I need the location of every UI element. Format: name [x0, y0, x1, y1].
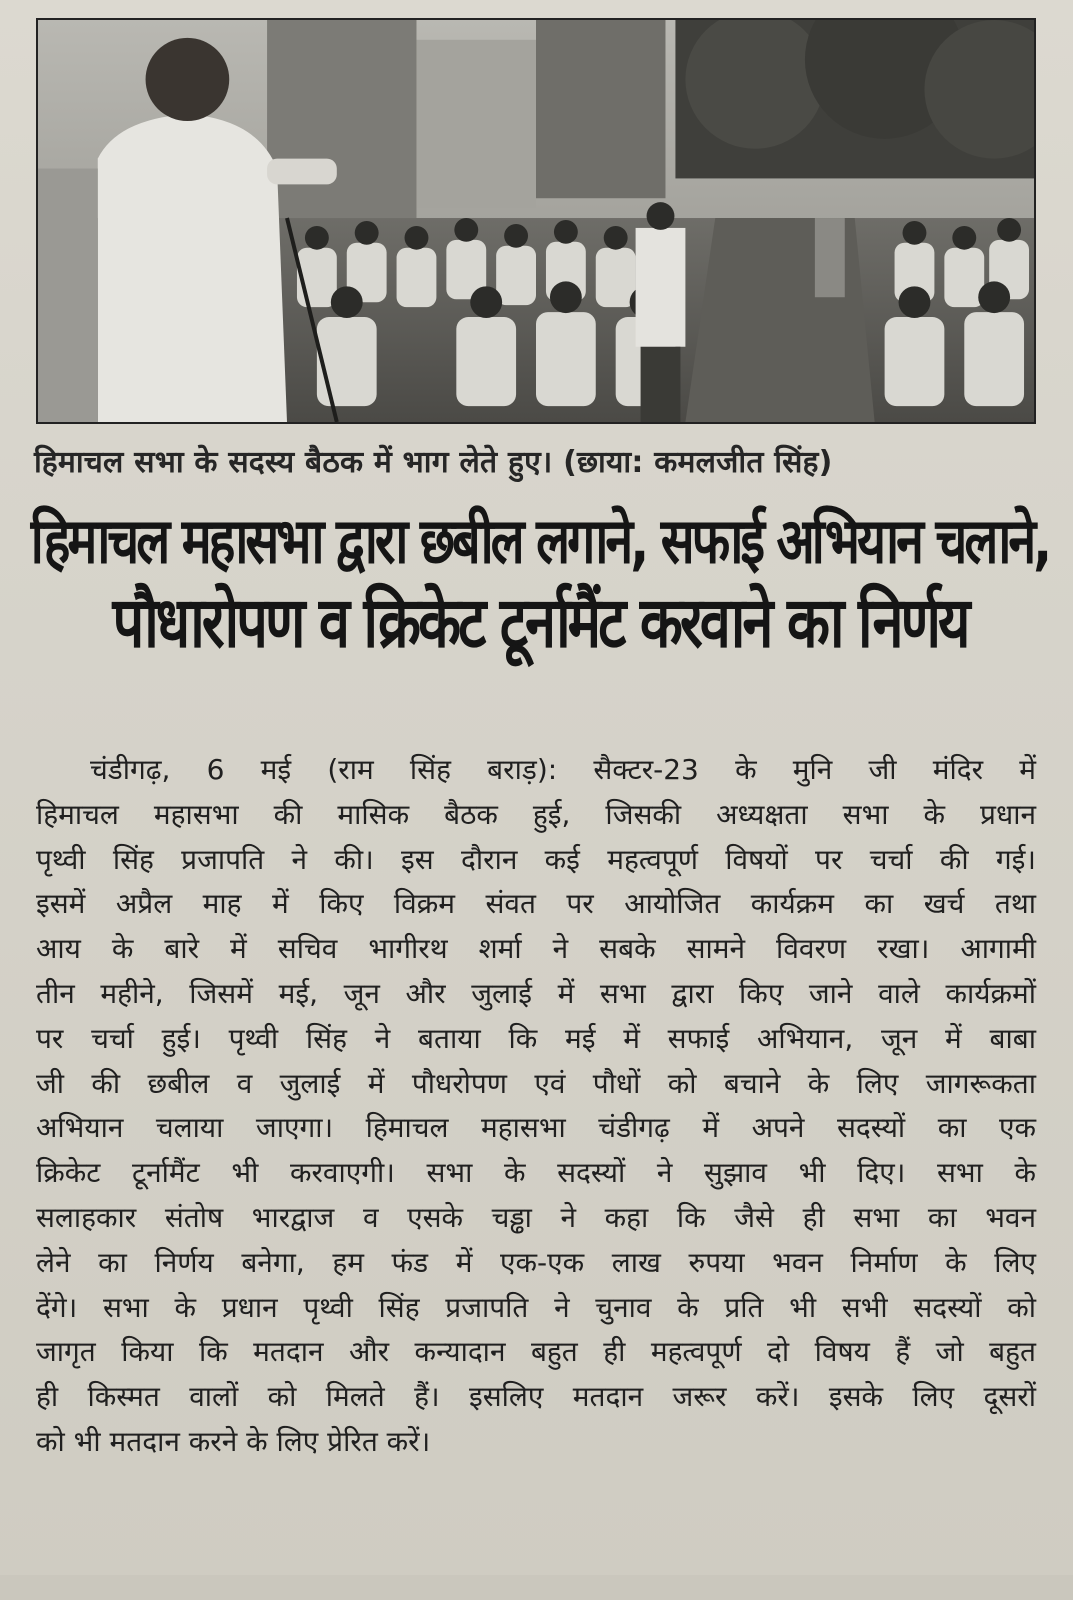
page-bottom-edge — [0, 1575, 1073, 1600]
headline-line-2: पौधारोपण व क्रिकेट टूर्नामैंट करवाने का निर्णय — [112, 582, 968, 665]
body-line: आय के बारे में सचिव भागीरथ शर्मा ने सबके सामने विवरण रखा। आगामी — [36, 932, 1036, 966]
body-line: को भी मतदान करने के लिए प्रेरित करें। — [36, 1424, 431, 1458]
body-line: लेने का निर्णय बनेगा, हम फंड में एक-एक लाख रुपया भवन निर्माण के लिए — [36, 1245, 1036, 1279]
news-photo — [36, 18, 1036, 424]
body-line: पर चर्चा हुई। पृथ्वी सिंह ने बताया कि मई में सफाई अभियान, जून में बाबा — [36, 1021, 1036, 1055]
body-line: इसमें अप्रैल माह में किए विक्रम संवत पर आयोजित कार्यक्रम का खर्च तथा — [36, 887, 1036, 921]
article-body — [36, 748, 1036, 1465]
body-line: अभियान चलाया जाएगा। हिमाचल महासभा चंडीगढ़ में अपने सदस्यों का एक — [36, 1111, 1036, 1145]
body-line: तीन महीने, जिसमें मई, जून और जुलाई में सभा द्वारा किए जाने वाले कार्यक्रमों — [36, 976, 1036, 1010]
body-line: ही किस्मत वालों को मिलते हैं। इसलिए मतदान जरूर करें। इसके लिए दूसरों — [36, 1380, 1036, 1414]
body-line: क्रिकेट टूर्नामैंट भी करवाएगी। सभा के सदस्यों ने सुझाव भी दिए। सभा के — [36, 1156, 1036, 1190]
body-line: चंडीगढ़, 6 मई (राम सिंह बराड़): सैक्टर-23 के मुनि जी मंदिर में — [90, 753, 1036, 786]
crowd-meeting-photo-icon — [38, 20, 1034, 422]
photo-caption: हिमाचल सभा के सदस्य बैठक में भाग लेते हुए। (छाया: कमलजीत सिंह) — [34, 445, 833, 480]
body-line: पृथ्वी सिंह प्रजापति ने की। इस दौरान कई महत्वपूर्ण विषयों पर चर्चा की गई। — [36, 842, 1036, 876]
headline — [20, 500, 1060, 666]
body-line: देंगे। सभा के प्रधान पृथ्वी सिंह प्रजापति ने चुनाव के प्रति भी सभी सदस्यों को — [36, 1290, 1036, 1324]
body-line: जी की छबील व जुलाई में पौधरोपण एवं पौधों को बचाने के लिए जागरूकता — [36, 1066, 1036, 1100]
body-line: हिमाचल महासभा की मासिक बैठक हुई, जिसकी अध्यक्षता सभा के प्रधान — [36, 797, 1036, 831]
body-line: सलाहकार संतोष भारद्वाज व एसके चड्ढा ने कहा कि जैसे ही सभा का भवन — [36, 1200, 1036, 1234]
headline-line-1: हिमाचल महासभा द्वारा छबील लगाने, सफाई अभियान चलाने, — [30, 503, 1050, 578]
body-line: जागृत किया कि मतदान और कन्यादान बहुत ही महत्वपूर्ण दो विषय हैं जो बहुत — [36, 1335, 1036, 1369]
